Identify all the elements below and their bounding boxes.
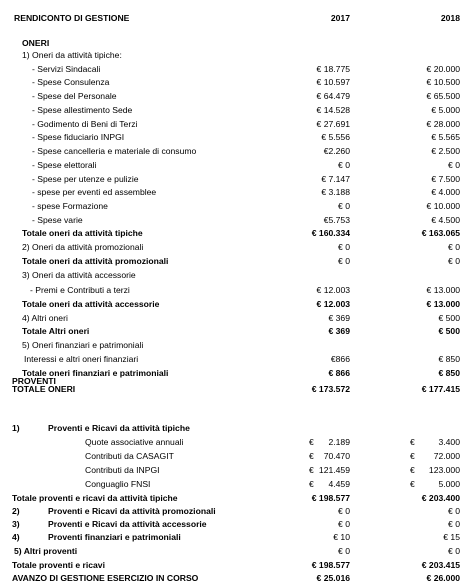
avanzo-2018: € 26.000 (426, 573, 460, 583)
value-2017: 70.470 (323, 451, 350, 461)
value-2018: € 65.500 (426, 91, 460, 102)
value-2018: € 5.000 (431, 104, 460, 115)
value-2018: € 15 (443, 532, 460, 542)
value-2017: € 18.775 (316, 63, 350, 74)
value-2017: € 10 (333, 532, 350, 542)
value-2017: €866 (330, 353, 350, 364)
value-2018: € 0 (448, 519, 460, 529)
section-label: Proventi e Ricavi da attività promozionali (48, 506, 216, 516)
line-item-label: - spese per eventi ed assemblee (32, 187, 157, 198)
oneri-sec1-row (0, 49, 470, 63)
currency-2017: € (309, 451, 314, 461)
avanzo-row (0, 572, 470, 586)
line-item-row (0, 173, 470, 187)
value-2018: € 10.500 (426, 77, 460, 88)
oneri-sec1-title: 1) Oneri da attività tipiche: (22, 49, 122, 60)
value-2017: € 0 (338, 200, 350, 211)
subtotal-label: Totale oneri da attività tipiche (22, 228, 143, 239)
value-2018: € 0 (448, 159, 460, 170)
value-2017: 4.459 (328, 479, 350, 489)
value-2017: € 0 (338, 546, 350, 556)
subtotal-2017: € 198.577 (311, 493, 350, 503)
subtotal-2018: € 203.400 (421, 493, 460, 503)
line-item-row (0, 284, 470, 298)
subtotal-2017: € 12.003 (316, 298, 350, 309)
subtotal-row (0, 227, 470, 241)
currency-2017: € (309, 437, 314, 447)
line-item-row (0, 464, 470, 478)
section-row (0, 241, 470, 255)
subtotal-row (0, 298, 470, 312)
total-proventi-2018: € 203.415 (421, 560, 460, 570)
section-row (0, 505, 470, 519)
section-label: Proventi e Ricavi da attività tipiche (48, 423, 190, 433)
subtotal-2017: € 160.334 (311, 228, 350, 239)
section-row (0, 312, 470, 326)
line-item-label: - Spese del Personale (32, 91, 117, 102)
section-row (0, 422, 470, 436)
line-item-row (0, 90, 470, 104)
header-row (0, 12, 470, 26)
value-2018: € 10.000 (426, 200, 460, 211)
currency-2018: € (410, 437, 415, 447)
line-item-row (0, 63, 470, 77)
section-label: Proventi e Ricavi da attività accessorie (48, 519, 207, 529)
line-item-label: Conguaglio FNSI (85, 479, 151, 489)
subtotal-2017: € 866 (328, 367, 350, 378)
value-2018: 72.000 (433, 451, 460, 461)
section-label: 3) Oneri da attività accessorie (22, 269, 136, 280)
value-2017: € 27.691 (316, 118, 350, 129)
section-number: 4) (12, 532, 20, 542)
oneri-heading: ONERI (22, 38, 50, 48)
section-label: Proventi finanziari e patrimoniali (48, 532, 181, 542)
subtotal-label: Totale oneri da attività accessorie (22, 298, 160, 309)
year-2018-header: 2018 (440, 13, 460, 23)
line-item-row (0, 159, 470, 173)
line-item-row (0, 353, 470, 367)
value-2017: € 0 (338, 519, 350, 529)
line-item-label: - Spese per utenze e pulizie (32, 173, 139, 184)
total-oneri-2017: € 173.572 (311, 384, 350, 394)
line-item-label: - Spese fiduciario INPGI (32, 132, 125, 143)
value-2018: € 2.500 (431, 146, 460, 156)
line-item-row (0, 214, 470, 228)
value-2017: € 10.597 (316, 77, 350, 88)
section-row (0, 545, 470, 559)
line-item-row (0, 186, 470, 200)
line-item-label: - Spese allestimento Sede (32, 104, 133, 115)
value-2017: € 3.188 (321, 187, 350, 198)
section-label: 5) Oneri finanziari e patrimoniali (22, 340, 144, 351)
avanzo-2017: € 25.016 (316, 573, 350, 583)
value-2017: 2.189 (328, 437, 350, 447)
subtotal-row (0, 255, 470, 269)
currency-2017: € (309, 465, 314, 475)
line-item-row (0, 118, 470, 132)
currency-2018: € (410, 465, 415, 475)
proventi-heading-row (0, 375, 470, 389)
section-label: 4) Altri oneri (22, 312, 68, 323)
value-2018: € 5.565 (431, 132, 460, 143)
section-row (0, 531, 470, 545)
value-2018: € 7.500 (431, 173, 460, 184)
value-2018: € 0 (448, 242, 460, 253)
line-item-row (0, 436, 470, 450)
currency-2017: € (309, 479, 314, 489)
avanzo-label: AVANZO DI GESTIONE ESERCIZIO IN CORSO (12, 573, 199, 583)
value-2018: € 20.000 (426, 63, 460, 74)
value-2018: € 4.500 (431, 214, 460, 225)
total-proventi-2017: € 198.577 (311, 560, 350, 570)
value-2017: € 0 (338, 506, 350, 516)
value-2018: 123.000 (428, 465, 460, 475)
line-item-label: - Spese elettorali (32, 159, 97, 170)
value-2018: € 500 (438, 312, 460, 323)
subtotal-2017: € 0 (338, 255, 350, 266)
section-row (0, 518, 470, 532)
year-2017-header: 2017 (330, 13, 350, 23)
line-item-label: - Spese varie (32, 214, 83, 225)
line-item-row (0, 131, 470, 145)
line-item-row (0, 104, 470, 118)
value-2017: € 12.003 (316, 285, 350, 296)
subtotal-row (0, 492, 470, 506)
section-label: 5) Altri proventi (14, 546, 78, 556)
subtotal-2018: € 0 (448, 255, 460, 266)
value-2018: € 0 (448, 546, 460, 556)
line-item-label: Contributi da CASAGIT (85, 451, 174, 461)
value-2018: 3.400 (438, 437, 460, 447)
line-item-row (0, 76, 470, 90)
value-2018: 5.000 (438, 479, 460, 489)
currency-2018: € (410, 451, 415, 461)
total-oneri-2018: € 177.415 (421, 384, 460, 394)
value-2018: € 4.000 (431, 187, 460, 198)
line-item-label: - Premi e Contributi a terzi (30, 285, 130, 296)
currency-2018: € (410, 479, 415, 489)
section-row (0, 269, 470, 283)
subtotal-label: Totale Altri oneri (22, 326, 90, 337)
value-2017: € 369 (328, 312, 350, 323)
section-label: 2) Oneri da attività promozionali (22, 242, 144, 253)
value-2018: € 0 (448, 506, 460, 516)
section-number: 3) (12, 519, 20, 529)
line-item-row (0, 145, 470, 159)
subtotal-2018: € 163.065 (421, 228, 460, 239)
value-2018: € 28.000 (426, 118, 460, 129)
value-2017: €2.260 (323, 146, 350, 156)
subtotal-label: Totale oneri da attività promozionali (22, 255, 169, 266)
line-item-label: Contributi da INPGI (85, 465, 160, 475)
line-item-row (0, 478, 470, 492)
subtotal-row (0, 325, 470, 339)
value-2017: € 7.147 (321, 173, 350, 184)
section-number: 2) (12, 506, 20, 516)
line-item-label: - Spese cancelleria e materiale di consumo (32, 146, 197, 156)
subtotal-label: Totale proventi e ricavi da attività tipiche (12, 493, 178, 503)
value-2018: € 850 (438, 353, 460, 364)
value-2017: € 5.556 (321, 132, 350, 143)
line-item-row (0, 450, 470, 464)
value-2017: € 0 (338, 242, 350, 253)
value-2018: € 13.000 (426, 285, 460, 296)
subtotal-label: Totale oneri finanziari e patrimoniali (22, 367, 169, 378)
value-2017: €5.753 (323, 214, 350, 225)
line-item-label: - Spese Consulenza (32, 77, 110, 88)
line-item-label: Interessi e altri oneri finanziari (24, 353, 139, 364)
line-item-label: Quote associative annuali (85, 437, 184, 447)
line-item-label: - spese Formazione (32, 200, 108, 211)
section-number: 1) (12, 423, 20, 433)
total-row (0, 559, 470, 573)
subtotal-2017: € 369 (328, 326, 350, 337)
value-2017: € 14.528 (316, 104, 350, 115)
value-2017: 121.459 (318, 465, 350, 475)
line-item-row (0, 200, 470, 214)
subtotal-2018: € 500 (438, 326, 460, 337)
total-oneri-label: TOTALE ONERI (12, 384, 76, 394)
subtotal-2018: € 850 (438, 367, 460, 378)
proventi-heading: PROVENTI (12, 375, 56, 386)
total-proventi-label: Totale proventi e ricavi (12, 560, 105, 570)
line-item-label: - Godimento di Beni di Terzi (32, 118, 138, 129)
line-item-label: - Servizi Sindacali (32, 63, 101, 74)
statement-title: RENDICONTO DI GESTIONE (14, 13, 130, 23)
value-2017: € 0 (338, 159, 350, 170)
section-row (0, 339, 470, 353)
value-2017: € 64.479 (316, 91, 350, 102)
subtotal-2018: € 13.000 (426, 298, 460, 309)
